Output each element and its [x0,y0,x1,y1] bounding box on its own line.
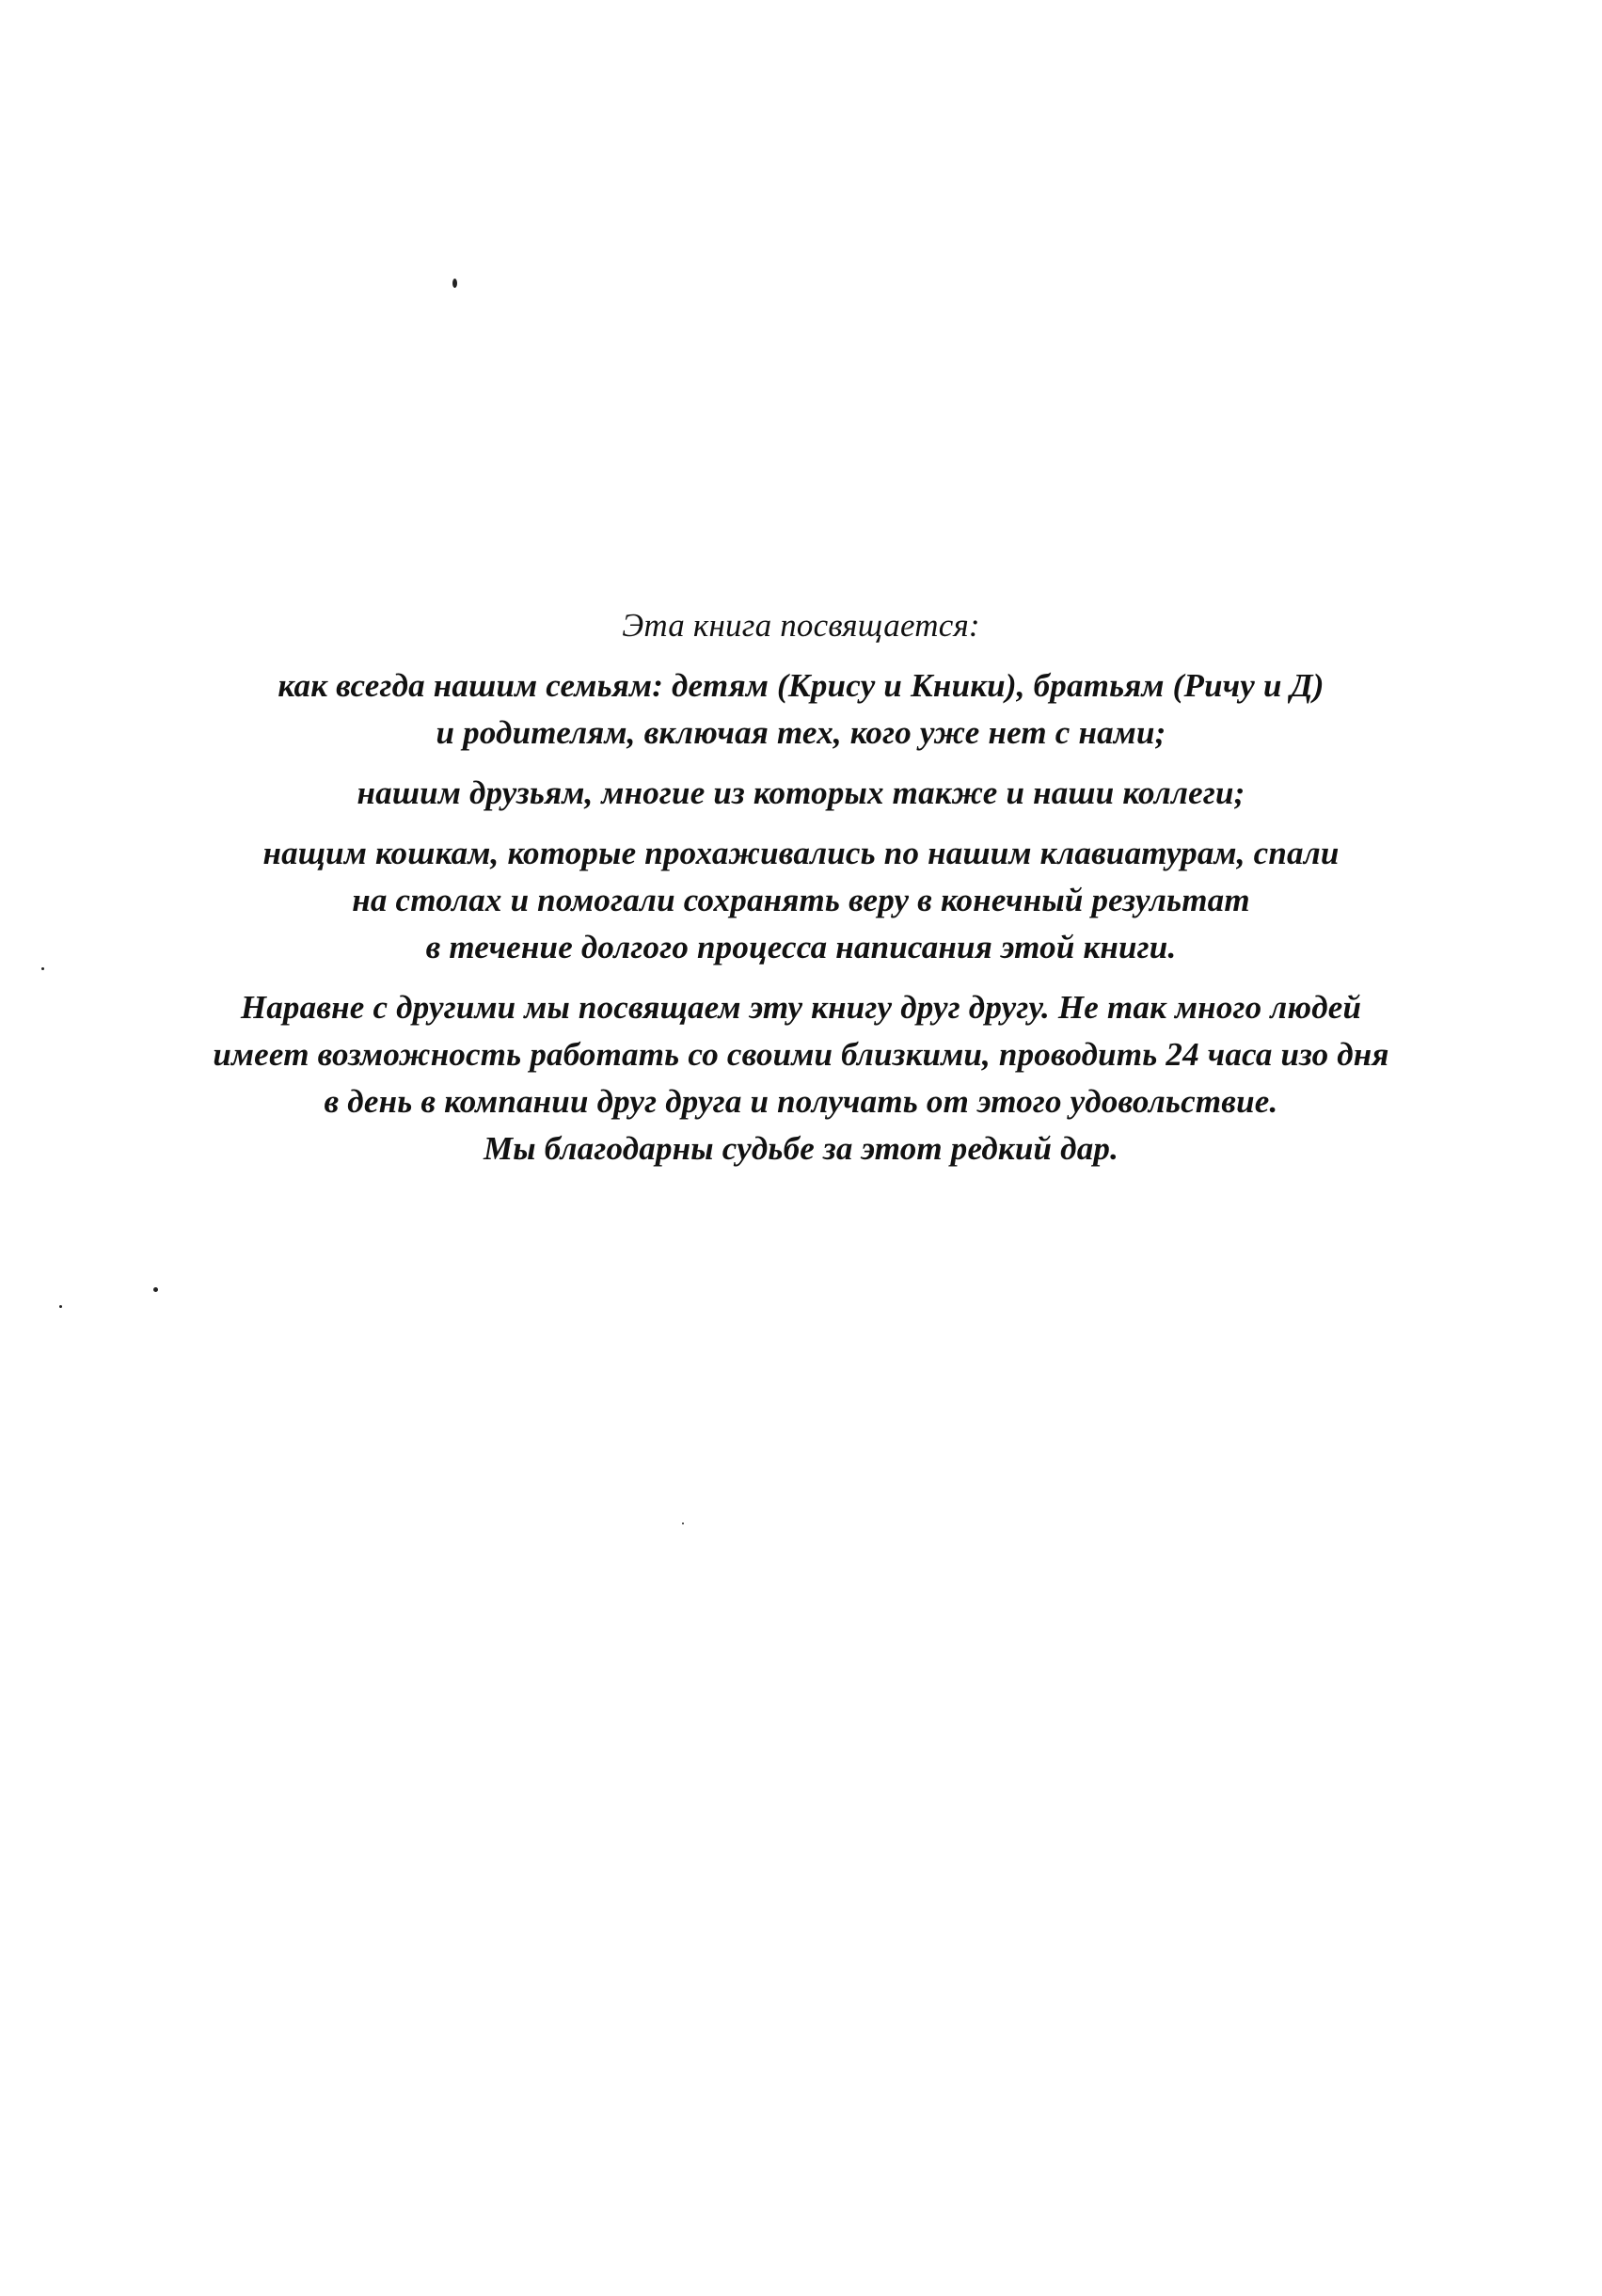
each-other-line: имеет возможность работать со своими близкими, проводить 24 часа изо дня [213,1036,1389,1073]
scan-speck [41,967,44,970]
scan-speck [59,1305,62,1308]
families-line: и родителям, включая тех, кого уже нет с нами; [436,714,1166,751]
dedication-friends [141,770,1461,817]
dedication-heading [141,602,1461,649]
dedication-each-other [141,984,1461,1172]
scan-speck [682,1523,684,1524]
dedication-cats [141,830,1461,971]
each-other-line: Наравне с другими мы посвящаем эту книгу друг другу. Не так много людей [240,989,1362,1026]
each-other-line: Мы благодарны судьбе за этот редкий дар. [483,1130,1119,1167]
each-other-line: в день в компании друг друга и получать от этого удовольствие. [324,1083,1278,1120]
cats-line: нащим кошкам, которые прохаживались по нашим клавиатурам, спали [262,835,1340,871]
scan-speck [452,279,457,288]
cats-line: в течение долгого процесса написания этой книги. [425,929,1177,965]
dedication-block [141,602,1461,1172]
dedication-families [141,662,1461,757]
scan-speck [153,1287,158,1292]
heading-line: Эта книга посвящается: [622,607,980,644]
cats-line: на столах и помогали сохранять веру в конечный результат [352,882,1250,918]
families-line: как всегда нашим семьям: детям (Крису и Кники), братьям (Ричу и Д) [278,667,1324,704]
friends-line: нашим друзьям, многие из которых также и наши коллеги; [357,774,1245,811]
